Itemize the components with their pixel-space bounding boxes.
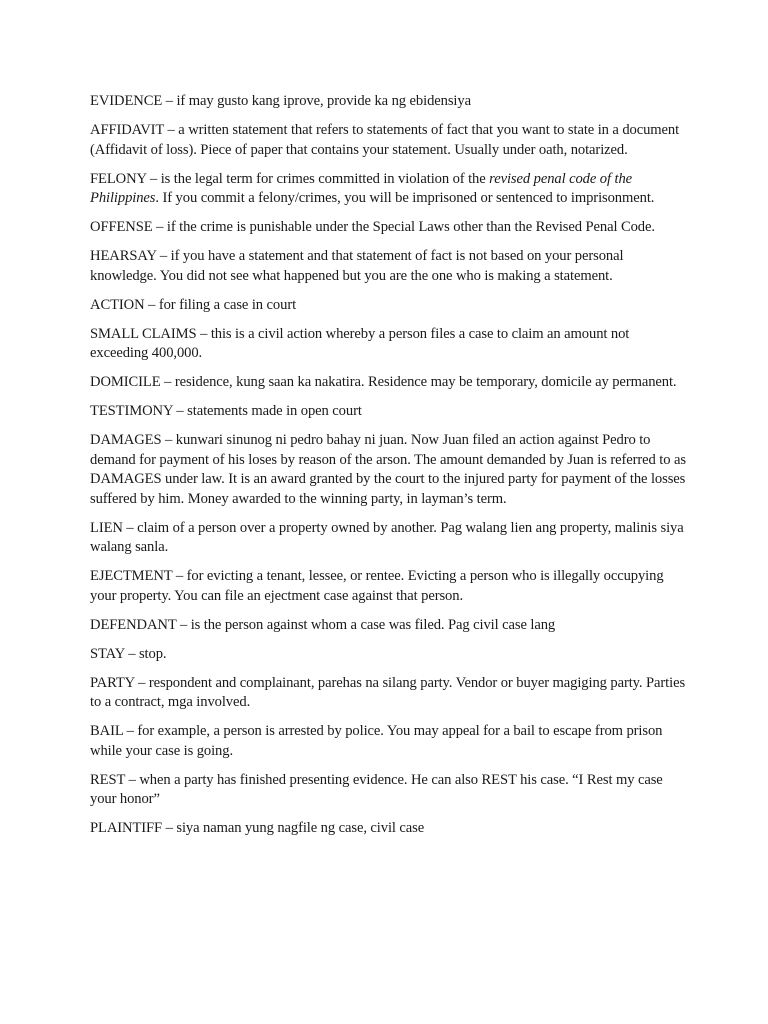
separator: – — [152, 219, 167, 235]
definition: for evicting a tenant, lessee, or rentee. Evicting a person who is illegally occupying your property. You can file an ejectment case against that person. — [90, 568, 664, 604]
glossary-body — [90, 92, 690, 848]
entry-party — [90, 674, 690, 713]
term: REST — [90, 771, 126, 788]
definition-post: . If you commit a felony/crimes, you will be imprisoned or sentenced to imprisonment. — [155, 190, 655, 206]
separator: – — [122, 519, 138, 536]
definition: is the person against whom a case was filed. Pag civil case lang — [190, 616, 556, 633]
term: AFFIDAVIT — [90, 122, 164, 138]
entry-testimony — [90, 402, 690, 422]
entry-small-claims — [90, 325, 690, 364]
definition: residence, kung saan ka nakatira. Residence may be temporary, domicile ay permanent. — [174, 374, 677, 390]
definition: when a party has finished presenting evidence. He can also REST his case. “I Rest my case your honor” — [90, 771, 663, 807]
term: OFFENSE — [90, 219, 153, 235]
entry-damages — [90, 431, 690, 509]
separator: – — [163, 122, 179, 138]
definition: if may gusto kang iprove, provide ka ng ebidensiya — [176, 93, 471, 109]
entry-defendant — [90, 616, 690, 636]
definition-italic: revised penal code of the Philippines — [90, 170, 633, 206]
separator: – — [146, 170, 161, 187]
term: FELONY — [90, 170, 147, 187]
definition: kunwari sinunog ni pedro bahay ni juan. Now Juan filed an action against Pedro to demand for payment of his loses by reason of the arson. The amount demanded by Juan is referred to as DAMAGES under law. It is an award granted by the court to the injured party for payment of the losses suffered by him. Money awarded to the winning party, in layman’s term. — [90, 432, 686, 507]
separator: – — [172, 568, 187, 584]
entry-plaintiff — [90, 819, 690, 839]
definition: this is a civil action whereby a person files a case to claim an amount not exceeding 400,000. — [90, 325, 630, 361]
term: ACTION — [90, 296, 145, 313]
separator: – — [123, 723, 138, 739]
term: DAMAGES — [90, 432, 162, 448]
entry-domicile — [90, 373, 690, 393]
separator: – — [172, 403, 188, 419]
entry-stay — [90, 645, 690, 665]
entry-offense — [90, 218, 690, 238]
term: STAY — [90, 645, 125, 662]
separator: – — [124, 645, 139, 662]
separator: – — [134, 674, 149, 691]
separator: – — [144, 296, 159, 313]
separator: – — [161, 432, 176, 448]
definition: respondent and complainant, parehas na silang party. Vendor or buyer magiging party. Parties to a contract, mga involved. — [90, 674, 686, 710]
entry-evidence — [90, 92, 690, 112]
definition: stop. — [138, 645, 167, 662]
separator: – — [162, 820, 177, 836]
definition: if the crime is punishable under the Special Laws other than the Revised Penal Code. — [166, 219, 655, 235]
term: PARTY — [90, 674, 135, 691]
definition: if you have a statement and that statement of fact is not based on your personal knowledge. You did not see what happened but you are the one who is making a statement. — [90, 248, 624, 284]
entry-hearsay — [90, 247, 690, 286]
term: BAIL — [90, 723, 124, 739]
separator: – — [176, 616, 191, 633]
entry-lien — [90, 519, 690, 558]
separator: – — [196, 325, 211, 342]
term: EJECTMENT — [90, 568, 173, 584]
separator: – — [162, 93, 177, 109]
entry-rest — [90, 771, 690, 810]
definition: for filing a case in court — [158, 296, 297, 313]
entry-ejectment — [90, 567, 690, 606]
entry-felony — [90, 170, 690, 209]
definition: statements made in open court — [187, 403, 362, 419]
separator: – — [125, 771, 140, 788]
definition: a written statement that refers to statements of fact that you want to state in a document (Affidavit of loss). Piece of paper that contains your statement. Usually under oath, notarized. — [90, 122, 680, 158]
entry-affidavit — [90, 121, 690, 160]
term: DOMICILE — [90, 374, 161, 390]
definition: for example, a person is arrested by police. You may appeal for a bail to escape from prison while your case is going. — [90, 723, 663, 759]
term: PLAINTIFF — [90, 820, 163, 836]
term: DEFENDANT — [90, 616, 177, 633]
definition: siya naman yung nagfile ng case, civil case — [176, 820, 425, 836]
term: LIEN — [90, 519, 123, 536]
separator: – — [156, 248, 171, 264]
term: EVIDENCE — [90, 93, 163, 109]
entry-action — [90, 296, 690, 316]
separator: – — [160, 374, 175, 390]
term: TESTIMONY — [90, 403, 173, 419]
entry-bail — [90, 722, 690, 761]
definition-pre: is the legal term for crimes committed in violation of the — [160, 170, 490, 187]
term: SMALL CLAIMS — [90, 325, 197, 342]
definition: claim of a person over a property owned by another. Pag walang lien ang property, malinis siya walang sanla. — [90, 519, 684, 555]
term: HEARSAY — [90, 248, 157, 264]
